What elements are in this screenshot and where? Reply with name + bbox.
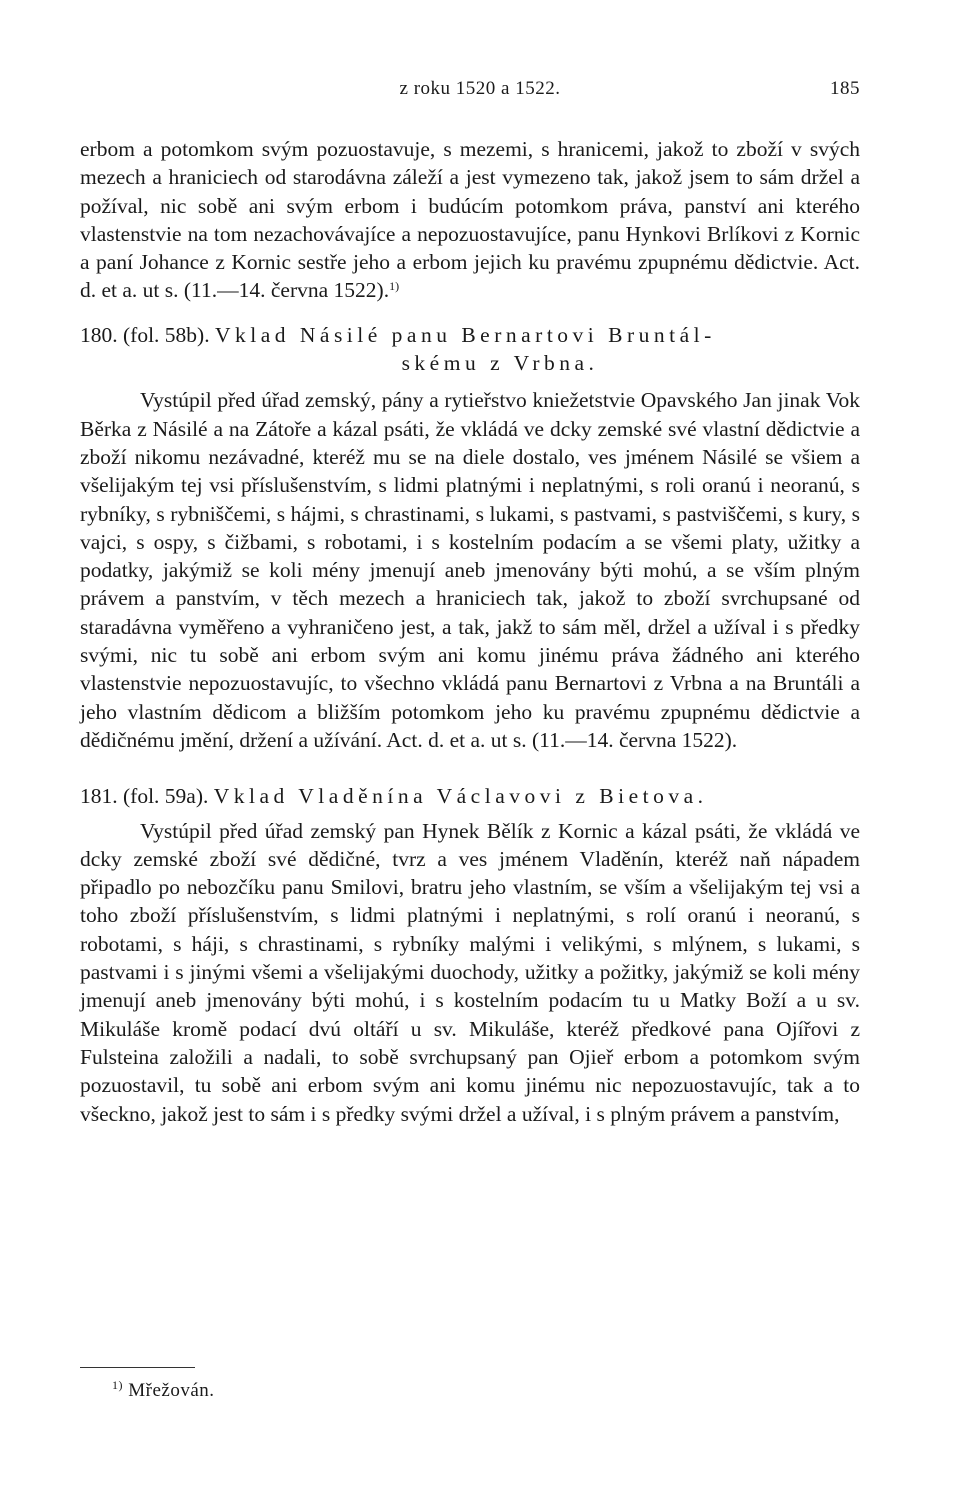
footnote-mark: 1)	[112, 1378, 123, 1392]
continuation-paragraph	[80, 135, 860, 305]
footnote-rule	[80, 1367, 195, 1368]
entry-180-paragraph: Vystúpil před úřad zemský, pány a rytieřstvo kniežetstvie Opavského Jan jinak Vok Běrka z Násilé a na Zátoře a kázal psáti, že vkládá ve dcky zemské své vlastní dědictvie a zboží nikomu nezávadné, kteréž mu se na diele dostalo, ves jménem Násilé se všiem a všelijakým tej vsi příslušenstvím, s lidmi platnými i neplatnými, s roli oranú i neoranú, s rybníky, s rybniščemi, s hájmi, s chrastinami, s lukami, s pastvami, s pastviščemi, s kury, s vajci, s ospy, s čižbami, s robotami, i s kostelním podacím a se všemi platy, užitky a podatky, jakýmiž se koli mény jmenují aneb jmenovány býti mohú, a se vším plným právem a panstvím, v těch mezech a hraniciech tak, jakož to zboží svrchupsané od staradávna vyměřeno a vyhraničeno jest, a tak, jakž to sám měl, držel a užíval i s předky svými, nic tu sobě ani erbom svým ani komu jinému práva žádného ani kterého vlastenstvie nepozuostavujíc, to všechno vkládá panu Bernartovi z Vrbna a na Bruntáli a jeho vlastním dědicom a bližším potomkom jeho ku pravému zpupnému dědictvie a dědičnému jmění, držení a užívání. Act. d. et a. ut s. (11.—14. června 1522).	[80, 388, 860, 752]
running-title: z roku 1520 a 1522.	[399, 78, 561, 99]
entry-180-title-continued: skému z Vrbna.	[401, 351, 599, 376]
continuation-text: erbom a potomkom svým pozuostavuje, s mezemi, s hranicemi, jakož to zboží v svých mezech a hraniciech od starodávna záleží a jest vymezeno tak, jakož jsem to sám držel a požíval, nic sobě ani svým erbom i budúcím potomkom práva, panství ani kterého vlastenstvie na tom nezachovávajíce a nepozuostavujíce, panu Hynkovi Brlíkovi z Kornic a paní Johance z Kornic sestře jeho a erbom jejich ku pravému zpupnému dědictvie. Act. d. et a. ut s. (11.—14. června 1522).	[80, 137, 860, 303]
entry-180-number: 180. (fol. 58b).	[80, 322, 210, 347]
running-head	[80, 78, 880, 102]
entry-181-paragraph: Vystúpil před úřad zemský pan Hynek Bělík z Kornic a kázal psáti, že vkládá ve dcky zemské zboží své dědičné, tvrz a ves jménem Vladěnín, kteréž naň nápadem připadlo po nebozčíku panu Smilovi, bratru jeho vlastním, se vším a všelijakým tej vsi a toho zboží příslušenstvím, s lidmi platnými i neplatnými, s rolí oranú i neoranú, s robotami, s háji, s chrastinami, s rybníky malými i velikými, s mlýnem, s lukami, s pastvami i s jinými všemi a všelijakými duochody, užitky a požitky, jakýmiž se koli mény jmenují aneb jmenovány býti mohú, i s kostelním podacím tu u Matky Boží a u sv. Mikuláše kromě podací dvú oltáří u sv. Mikuláše, kteréž předkové pana Ojířovi z Fulsteina založili a nadali, to sobě svrchupsaný pan Ojieř erbom a potomkom svým pozuostavil, tu sobě ani erbom svým ani komu jinému nic nepozuostavujíc, tak a to všeckno, jakož jest to sám i s předky svými držel a užíval, i s plným právem a panstvím,	[80, 818, 860, 1126]
footnote-reference: 1)	[389, 279, 400, 294]
footnote	[112, 1380, 215, 1402]
page-number: 185	[830, 78, 860, 99]
entry-180-title: Vklad Násilé panu Bernartovi Bruntál-	[214, 322, 716, 347]
entry-180-heading	[80, 321, 860, 378]
body-text	[80, 135, 860, 1128]
entry-181-title: Vklad Vladěnína Václavovi z Bietova.	[213, 784, 708, 809]
entry-181-heading	[80, 782, 860, 810]
footnote-text: Mřežován.	[128, 1380, 215, 1401]
entry-181-number: 181. (fol. 59a).	[80, 784, 209, 809]
